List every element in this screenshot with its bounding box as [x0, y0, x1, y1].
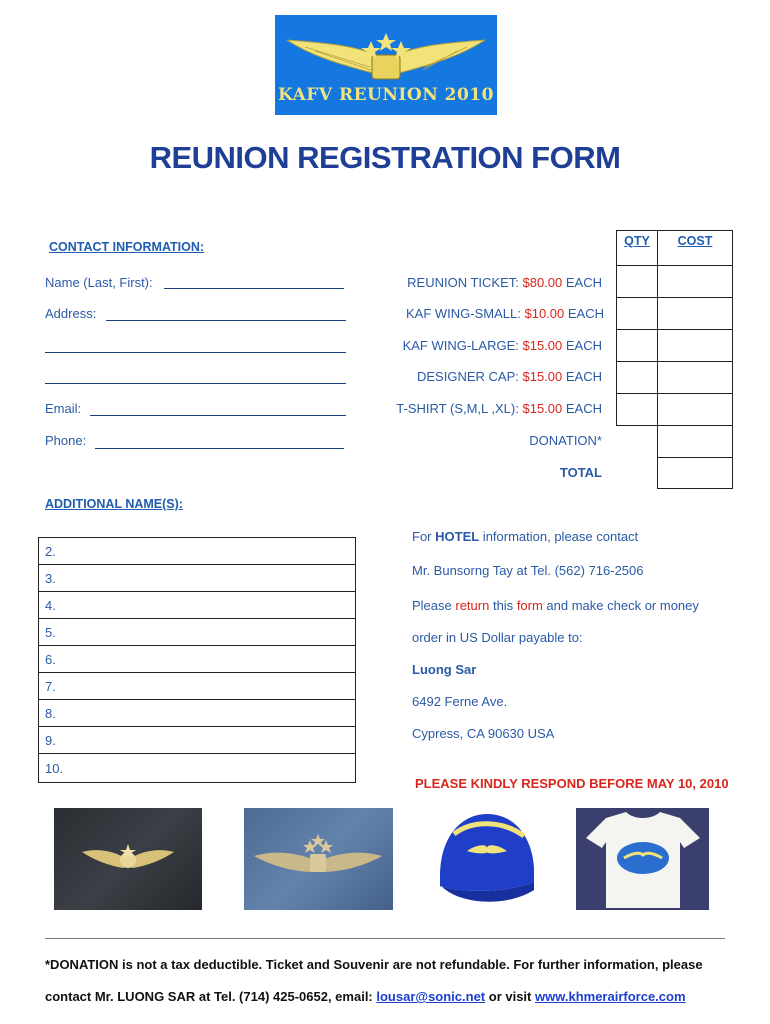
name-label: Name (Last, First): — [45, 275, 153, 290]
reunion-logo — [275, 15, 497, 115]
address-field-line-3[interactable] — [45, 383, 346, 384]
cost-cell[interactable] — [658, 394, 733, 426]
deadline-notice: PLEASE KINDLY RESPOND BEFORE MAY 10, 2010 — [415, 776, 729, 791]
price: $80.00 — [522, 275, 563, 290]
address-field-line-1[interactable] — [106, 320, 346, 321]
name-row[interactable]: 7. — [39, 673, 356, 700]
price: $10.00 — [524, 306, 565, 321]
name-row[interactable]: 9. — [39, 727, 356, 754]
footer-divider — [45, 938, 725, 939]
wing-pin-large-icon — [244, 808, 393, 910]
donation-cost-cell[interactable] — [658, 426, 733, 458]
qty-cell[interactable] — [617, 330, 658, 362]
logo-caption: KAFV REUNION 2010 — [278, 85, 494, 105]
name-row[interactable]: 6. — [39, 646, 356, 673]
payee-street: 6492 Ferne Ave. — [412, 694, 508, 709]
donation-label: DONATION* — [529, 433, 602, 448]
price: $15.00 — [522, 401, 563, 416]
cap-icon — [432, 806, 542, 914]
name-row[interactable]: 8. — [39, 700, 356, 727]
website-link[interactable]: www.khmerairforce.com — [535, 989, 686, 1004]
item-tshirt: T-SHIRT (S,M,L ,XL): $15.00 EACH — [396, 401, 602, 416]
tshirt-icon — [576, 808, 709, 910]
name-row[interactable]: 2. — [39, 538, 356, 565]
cost-header: COST — [658, 231, 733, 266]
page-title: REUNION REGISTRATION FORM — [149, 140, 621, 175]
phone-label: Phone: — [45, 433, 87, 448]
email-label: Email: — [45, 401, 82, 416]
additional-names-heading: ADDITIONAL NAME(S): — [45, 497, 183, 511]
cost-cell[interactable] — [658, 266, 733, 298]
name-field[interactable] — [164, 288, 344, 289]
wing-large-photo — [244, 808, 393, 910]
item-wing-small: KAF WING-SMALL: $10.00 EACH — [406, 306, 604, 321]
qty-cell[interactable] — [617, 362, 658, 394]
hotel-info: For HOTEL information, please contact — [412, 529, 639, 544]
name-row[interactable]: 4. — [39, 592, 356, 619]
email-field[interactable] — [90, 415, 346, 416]
footer-contact: contact Mr. LUONG SAR at Tel. (714) 425-0652, email: lousar@sonic.net or visit www.khmerairforce.com — [45, 989, 686, 1004]
qty-cell[interactable] — [617, 394, 658, 426]
additional-names-table — [38, 537, 356, 783]
tshirt-photo — [576, 808, 709, 910]
address-field-line-2[interactable] — [45, 352, 346, 353]
cost-cell[interactable] — [658, 362, 733, 394]
qty-cell[interactable] — [617, 298, 658, 330]
name-row[interactable]: 3. — [39, 565, 356, 592]
total-cost-cell[interactable] — [658, 457, 733, 488]
payment-instructions: Please return this form and make check or money — [412, 598, 699, 613]
name-row[interactable]: 5. — [39, 619, 356, 646]
wing-pin-icon — [54, 808, 202, 910]
cost-cell[interactable] — [658, 330, 733, 362]
address-label: Address: — [45, 306, 97, 321]
item-wing-large: KAF WING-LARGE: $15.00 EACH — [402, 338, 602, 353]
phone-field[interactable] — [95, 448, 344, 449]
payee-city: Cypress, CA 90630 USA — [412, 726, 555, 741]
cap-photo — [432, 806, 542, 914]
payment-instructions-2: order in US Dollar payable to: — [412, 630, 583, 645]
name-row[interactable]: 10. — [39, 754, 356, 783]
price: $15.00 — [522, 369, 563, 384]
wing-small-photo — [54, 808, 202, 910]
hotel-contact: Mr. Bunsorng Tay at Tel. (562) 716-2506 — [412, 563, 644, 578]
item-designer-cap: DESIGNER CAP: $15.00 EACH — [417, 369, 602, 384]
cost-cell[interactable] — [658, 298, 733, 330]
contact-heading: CONTACT INFORMATION: — [49, 240, 205, 254]
footer-disclaimer: *DONATION is not a tax deductible. Ticket and Souvenir are not refundable. For further information, please — [45, 957, 703, 972]
price: $15.00 — [522, 338, 563, 353]
payee-name: Luong Sar — [412, 662, 477, 677]
qty-cell[interactable] — [617, 266, 658, 298]
qty-header: QTY — [617, 231, 658, 266]
item-reunion-ticket: REUNION TICKET: $80.00 EACH — [407, 275, 602, 290]
email-link[interactable]: lousar@sonic.net — [376, 989, 486, 1004]
total-label: TOTAL — [559, 465, 602, 480]
order-grid — [616, 230, 733, 489]
